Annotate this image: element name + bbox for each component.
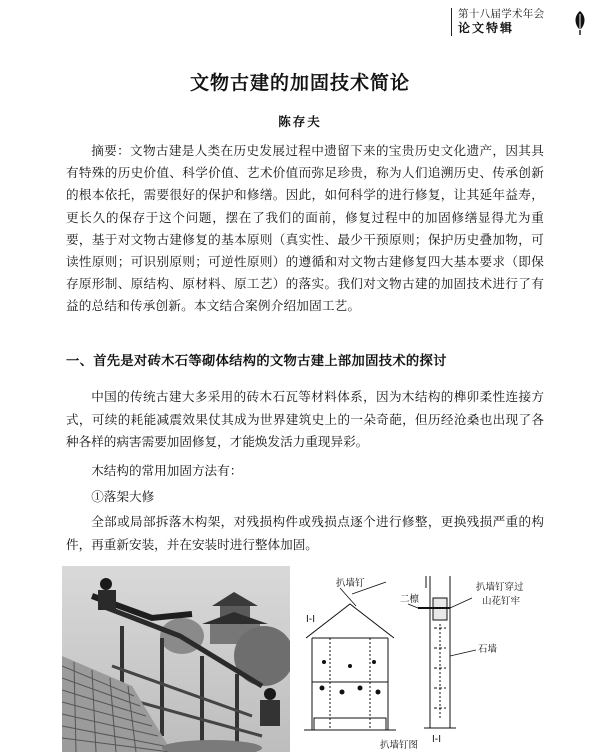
header-special-issue-label: 论文特辑 [458,21,515,35]
label-section-mark-bottom: I-I [432,734,442,745]
label-purlin: 二檩 [400,594,420,605]
header-conference-label: 第十八届学术年会 [458,8,545,20]
figure-caption: 扒墙钉图 [380,740,419,751]
body-paragraph: 木结构的常用加固方法有： [91,463,243,478]
label-nail-through: 扒墙钉穿过 [476,582,524,593]
label-section-mark: I-I [306,614,316,625]
list-item: ①落架大修 [91,489,155,504]
section-heading: 一、首先是对砖木石等砌体结构的文物古建上部加固技术的探讨 [66,354,447,369]
article-title: 文物古建的加固技术简论 [189,72,410,94]
label-gable-nail: 山花钉牢 [482,596,521,607]
article-author: 陈存夫 [278,114,322,129]
leaf-ornament-icon [572,10,588,36]
body-paragraph: 全部或局部拆落木构架，对残损构件或残损点逐个进行修整，更换残损严重的构件，再重新安装，并在安装时进行整体加固。 [66,514,544,552]
wall-nail-diagram [300,568,540,752]
construction-site-photo [62,566,290,752]
journal-header-tag [451,8,570,36]
abstract-paragraph: 摘要：文物古建是人类在历史发展过程中遗留下来的宝贵历史文化遗产，因其具有特殊的历史价值、科学价值、艺术价值而弥足珍贵，称为人们追溯历史、传承创新的根本依托，需要很好的保护和修缮。因此，如何科学的进行修复，让其延年益寿，更长久的保存于这个问题，摆在了我们的面前，修复过程中的加固修缮显得尤为重要，基于对文物古建修复的基本原则（真实性、最少干预原则；保护历史叠加物，可读性原则；可识别原则；可逆性原则）的遵循和对文物古建修复四大基本要求（即保存原形制、原结构、原材料、原工艺）的落实。我们对文物古建的加固技术进行了有益的总结和传承创新。本文结合案例介绍加固工艺。 [66,143,544,314]
label-stone-wall: 石墙 [478,644,498,655]
label-wall-nail: 扒墙钉 [336,578,365,589]
body-paragraph: 中国的传统古建大多采用的砖木石瓦等材料体系，因为木结构的榫卯柔性连接方式，可续的耗能减震效果仗其成为世界建筑史上的一朵奇葩，但历经沧桑也出现了各种各样的病害需要加固修复，才能焕发活力重现异彩。 [66,389,544,450]
